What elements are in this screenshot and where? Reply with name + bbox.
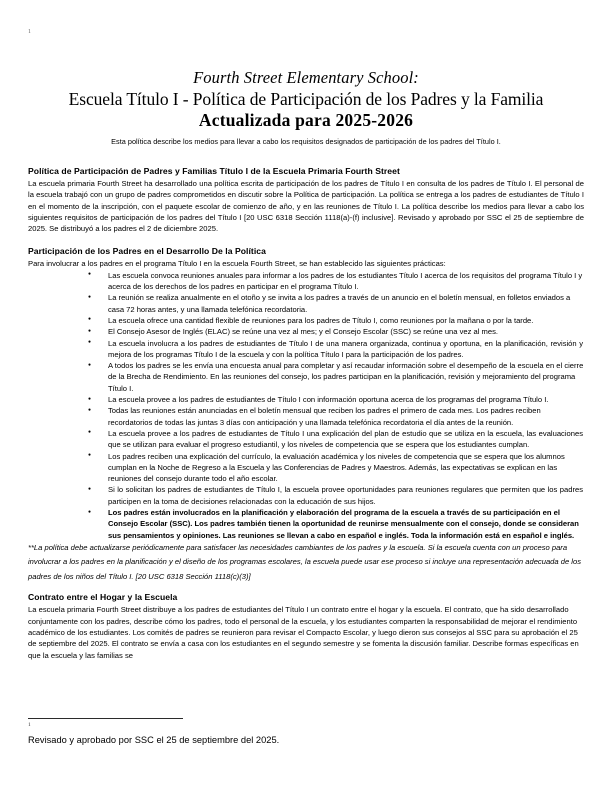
list-item: ● Los padres están involucrados en la planificación y elaboración del programa de la escuela a través de su participación en el Consejo Escolar (SSC). Los padres también tienen la oportunidad de reunirse mensualmente con el consejo, donde se consideran sus pensamientos y opiniones. Las reuniones se llevan a cabo en español e inglés. Toda la información está en español e inglés. (28, 507, 584, 541)
list-item: ● La reunión se realiza anualmente en el otoño y se invita a los padres a través de un anuncio en el boletín mensual, en folletos enviados a casa 72 horas antes, y una llamada telefónica recordatoria. (28, 292, 584, 315)
section-parent-participation (28, 245, 584, 584)
section-policy-overview (28, 165, 584, 234)
spacer (28, 584, 584, 591)
footnote-area (28, 718, 584, 747)
list-item: ● Los padres reciben una explicación del currículo, la evaluación académica y los niveles de competencia que se espera que los alumnos cumplan en la Noche de Regreso a la Escuela y las Conferencias de Padres y Maestros. Además, las expectativas se explican en las reuniones del consejo durante todo el año escolar. (28, 451, 584, 485)
list-item: ● La escuela involucra a los padres de estudiantes de Título I de una manera organizada, continua y oportuna, en la planificación, revisión y mejora de los programas Título I de la escuela y con la política Título I para la participación de los padres. (28, 338, 584, 361)
section-heading-policy-overview: Política de Participación de Padres y Familias Título I de la Escuela Primaria Fourth Street (28, 166, 400, 176)
list-item: ● Las escuela convoca reuniones anuales para informar a los padres de los estudiantes Título I acerca de los requisitos del programa Título I y acerca de los derechos de los padres en participar en el programa Título I. (28, 270, 584, 293)
list-item: ● Todas las reuniones están anunciadas en el boletín mensual que reciben los padres el primero de cada mes. Los padres reciben recordatorios de todas las juntas 3 días con anticipación y una llamada telefónica recordatoria el día antes de la reunión. (28, 405, 584, 428)
page-number-marker: 1 (28, 29, 31, 35)
policy-update-note: **La política debe actualizarse periódicamente para satisfacer las necesidades cambiantes de los padres y la escuela. Si la escuela cuenta con un proceso para involucrar a los padres en la planificación y el diseño de los programas escolares, la escuela puede usar ese proceso si incluye una representación adecuada de los padres de los niños del Título I. [20 USC 6318 Sección 1118(c)(3)] (28, 542, 581, 581)
list-item: ● Si lo solicitan los padres de estudiantes de Título I, la escuela provee oportunidades para reuniones regulares que permiten que los padres participen en la toma de decisiones relacionadas con la educación de sus hijos. (28, 484, 584, 507)
document-content (28, 68, 584, 661)
list-item: ● La escuela provee a los padres de estudiantes de Título I una explicación del plan de estudio que se utiliza en la escuela, las evaluaciones que se utilizan para evaluar el progreso estudiantil, y los niveles de competencia que se espera que los estudiantes cumplan. (28, 428, 584, 451)
list-item: ● La escuela provee a los padres de estudiantes de Título I con información oportuna acerca de los programas del programa Título I. (28, 394, 584, 405)
section-intro-parent-participation: Para involucrar a los padres en el programa Título I en la escuela Fourth Street, se han establecido las siguientes prácticas: (28, 259, 446, 269)
document-subtitle: Esta política describe los medios para llevar a cabo los requisitos designados de participación de los padres del Título I. (111, 137, 501, 146)
title-line-policy-name: Escuela Título I - Política de Participación de los Padres y la Familia (68, 89, 544, 109)
title-line-school-name: Fourth Street Elementary School: (193, 68, 419, 87)
document-title-block (28, 68, 584, 147)
footnote-text: Revisado y aprobado por SSC el 25 de septiembre del 2025. (28, 735, 280, 745)
section-heading-home-school-compact: Contrato entre el Hogar y la Escuela (28, 592, 178, 603)
list-item: ● A todos los padres se les envía una encuesta anual para completar y así recaudar información sobre el desempeño de la escuela en el cierre de la Brecha de Rendimiento. En las reuniones del consejo, los padres participan en la planificación, revisión y mejoramiento del programa Título I. (28, 360, 584, 394)
list-item: ● La escuela ofrece una cantidad flexible de reuniones para los padres de Título I, como reuniones por la mañana o por la tarde. (28, 315, 584, 326)
section-paragraph-policy-overview: La escuela primaria Fourth Street ha desarrollado una política escrita de participación de los padres de Título I en consulta de los padres de Título I. El personal de la escuela trabajó con un grupo de padres comprometidos en discutir sobre la Política de participación. La política se entrega a los padres de estudiantes de Título I en el momento de la inscripción, con el paquete escolar de comienzo de año, y en las reuniones de Título I. La política describe los medios para llevar a cabo los siguientes requisitos de participación de los padres del Título I [20 USC 6318 Sección 1118(a)-(f) inclusive]. Revisado y aprobado por SSC el 25 de septiembre de 2025. Se distribuyó a los padres el 2 de diciembre 2025. (28, 179, 584, 234)
spacer (28, 234, 584, 245)
footnote-marker: 1 (28, 722, 31, 728)
footnote-separator (28, 718, 183, 719)
list-item: ● El Consejo Asesor de Inglés (ELAC) se reúne una vez al mes; y el Consejo Escolar (SSC) se reúne una vez al mes. (28, 326, 584, 337)
practices-bullet-list (28, 270, 584, 541)
section-heading-parent-participation: Participación de los Padres en el Desarrollo De la Política (28, 246, 266, 257)
section-paragraph-home-school-compact: La escuela primaria Fourth Street distribuye a los padres de estudiantes del Título I un contrato entre el hogar y la escuela. El contrato, que ha sido desarrollado conjuntamente con los padres, describe cómo los padres, todo el personal de la escuela, y los estudiantes comparten la responsabilidad de mejorar el rendimiento académico de los estudiantes. Los comités de padres se reunieron para revisar el Compacto Escolar, y luego dieron sus consejos al SSC para su aprobación el 25 de septiembre del 2025. El contrato se envía a casa con los estudiantes en el segundo semestre y se fomenta la discusión familiar. Describe formas específicas en que la escuela y las familias se (28, 605, 579, 660)
section-home-school-compact (28, 591, 584, 660)
title-line-school-year: Actualizada para 2025-2026 (198, 110, 414, 130)
spacer (28, 147, 584, 165)
